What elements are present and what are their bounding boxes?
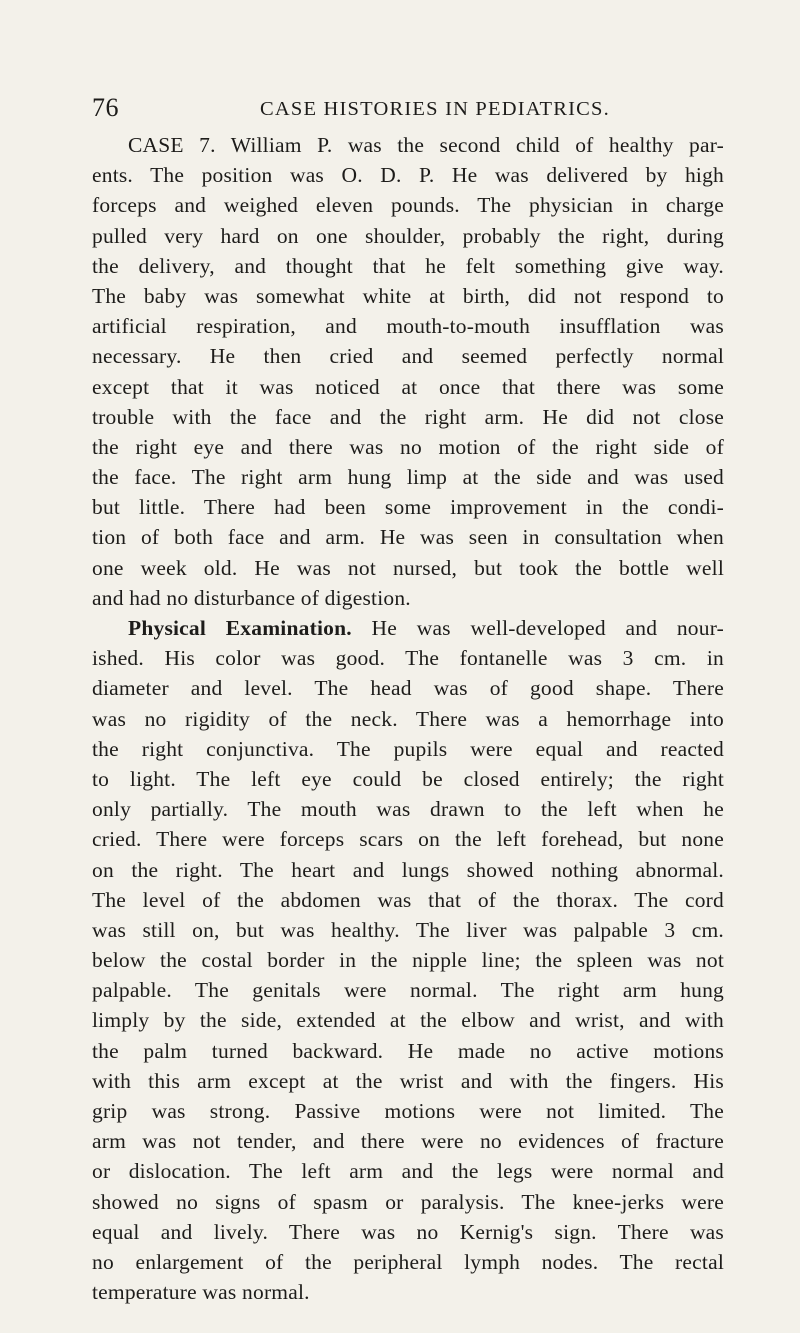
text-line: diameter and level. The head was of good shape. There [92,676,724,701]
text-line: tion of both face and arm. He was seen in consultation when [92,525,724,550]
text-line: and had no disturbance of digestion. [92,585,411,610]
text-line [92,613,724,643]
text-line: to light. The left eye could be closed entirely; the right [92,766,724,791]
page-number: 76 [92,93,119,122]
text-line: the delivery, and thought that he felt something give way. [92,253,724,278]
page-header [92,93,720,123]
text-line: The level of the abdomen was that of the thorax. The cord [92,887,724,912]
text-line: on the right. The heart and lungs showed nothing abnormal. [92,857,724,882]
text-line: temperature was normal. [92,1280,310,1305]
text-line: the palm turned backward. He made no active motions [92,1038,724,1063]
text-line: cried. There were forceps scars on the left forehead, but none [92,827,724,852]
text-line: grip was strong. Passive motions were not limited. The [92,1099,724,1123]
text-line: but little. There had been some improvement in the condi- [92,495,724,520]
text-line: ished. His color was good. The fontanelle was 3 cm. in [92,646,724,671]
text-line: the face. The right arm hung limp at the side and was used [92,465,724,490]
text-line: arm was not tender, and there were no evidences of fracture [92,1129,724,1154]
text-line: limply by the side, extended at the elbow and wrist, and with [92,1008,724,1033]
text-run: He was well-developed and nour- [371,616,724,640]
text-line: only partially. The mouth was drawn to the left when he [92,797,724,822]
text-line: ents. The position was O. D. P. He was delivered by high [92,163,724,188]
case-history-paragraph [92,130,724,613]
text-line: trouble with the face and the right arm. He did not close [92,404,724,429]
text-line: the right conjunctiva. The pupils were equal and reacted [92,736,724,761]
text-line: artificial respiration, and mouth-to-mouth insufflation was [92,314,724,339]
text-line: except that it was noticed at once that there was some [92,374,724,399]
text-line: forceps and weighed eleven pounds. The physician in charge [92,193,724,218]
text-line: no enlargement of the peripheral lymph nodes. The rectal [92,1249,724,1274]
text-line: necessary. He then cried and seemed perfectly normal [92,344,724,369]
section-heading: Physical Examination. [128,616,352,640]
text-line: or dislocation. The left arm and the legs were normal and [92,1159,724,1184]
text-line: was no rigidity of the neck. There was a hemorrhage into [92,706,724,731]
text-line: equal and lively. There was no Kernig's sign. There was [92,1219,724,1244]
physical-examination-paragraph [92,613,724,1307]
text-line: The baby was somewhat white at birth, did not respond to [92,283,724,308]
text-line: the right eye and there was no motion of the right side of [92,434,724,459]
text-line: palpable. The genitals were normal. The right arm hung [92,978,724,1003]
text-line: below the costal border in the nipple line; the spleen was not [92,948,724,973]
text-line: showed no signs of spasm or paralysis. The knee-jerks were [92,1189,724,1214]
text-line: pulled very hard on one shoulder, probably the right, during [92,223,724,248]
text-line: was still on, but was healthy. The liver was palpable 3 cm. [92,917,724,942]
text-line: one week old. He was not nursed, but took the bottle well [92,555,724,580]
text-line: CASE 7. William P. was the second child of healthy par- [128,133,724,157]
body-text [92,130,724,1307]
text-line: with this arm except at the wrist and with the fingers. His [92,1068,724,1093]
running-head: CASE HISTORIES IN PEDIATRICS. [260,98,610,120]
